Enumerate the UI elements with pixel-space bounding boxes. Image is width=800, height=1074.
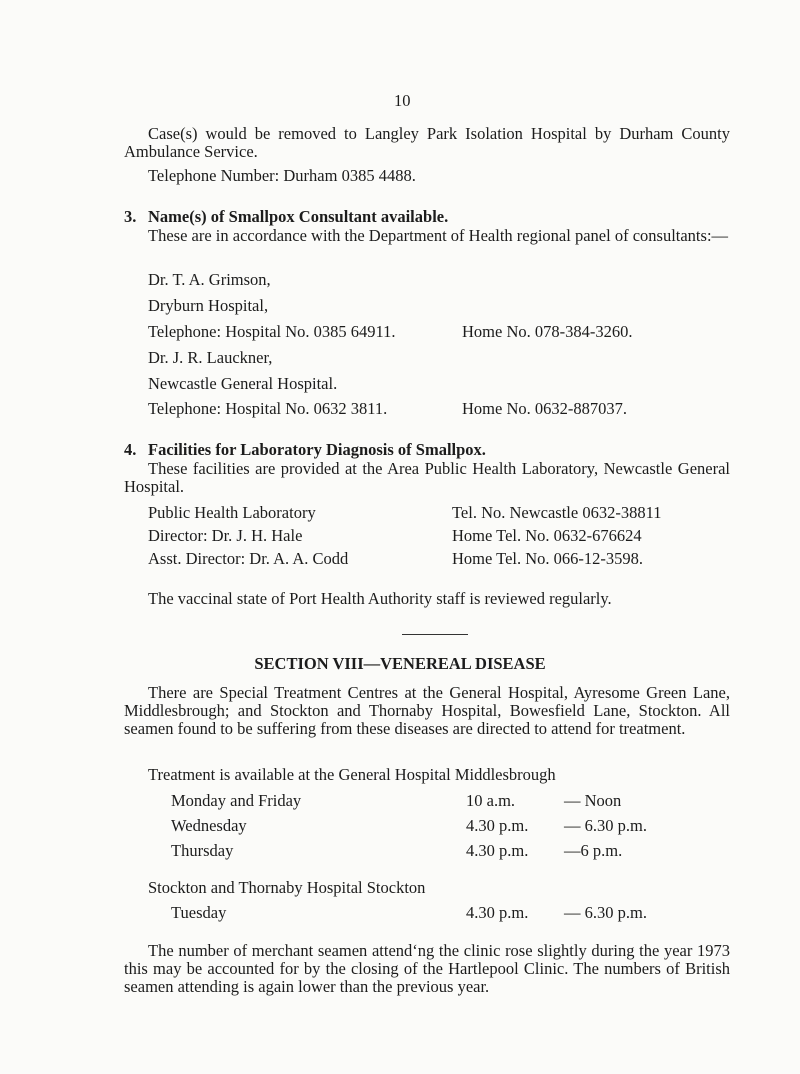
schedule-3-day: Thursday — [171, 841, 234, 860]
treatment-heading: Treatment is available at the General Hospital Middlesbrough — [148, 765, 556, 784]
removal-paragraph — [124, 125, 730, 161]
lab-row-3-right: Home Tel. No. 066-12-3598. — [452, 549, 644, 568]
vaccinal-note: The vaccinal state of Port Health Authority staff is reviewed regularly. — [148, 589, 612, 608]
consultant-1-hospital: Dryburn Hospital, — [148, 296, 269, 315]
schedule-3-from: 4.30 p.m. — [466, 841, 529, 860]
section-4-intro: These facilities are provided at the Area Public Health Laboratory, Newcastle General Hospital. — [124, 459, 730, 496]
stockton-schedule-day: Tuesday — [171, 903, 227, 922]
consultant-1-hospital-tel: Telephone: Hospital No. 0385 64911. — [148, 322, 396, 341]
stockton-schedule-from: 4.30 p.m. — [466, 903, 529, 922]
section-8-title: SECTION VIII—VENEREAL DISEASE — [254, 654, 546, 673]
lab-row-1-left: Public Health Laboratory — [148, 503, 316, 522]
lab-row-1-right: Tel. No. Newcastle 0632-38811 — [452, 503, 662, 522]
closing-paragraph: The number of merchant seamen attend‘ng the clinic rose slightly during the year 1973 this may be accounted for by the closing of the Hartlepool Clinic. The numbers of British seamen attending is again lower than the previous year. — [124, 941, 730, 996]
schedule-1-day: Monday and Friday — [171, 791, 302, 810]
consultant-2-hospital-tel: Telephone: Hospital No. 0632 3811. — [148, 399, 388, 418]
section-3-number: 3. — [124, 207, 137, 226]
lab-row-3-left: Asst. Director: Dr. A. A. Codd — [148, 549, 349, 568]
stockton-heading: Stockton and Thornaby Hospital Stockton — [148, 878, 426, 897]
schedule-2-to: — 6.30 p.m. — [564, 816, 647, 835]
section-3-heading: Name(s) of Smallpox Consultant available. — [148, 207, 449, 226]
schedule-2-day: Wednesday — [171, 816, 247, 835]
lab-row-2-left: Director: Dr. J. H. Hale — [148, 526, 303, 545]
telephone-line: Telephone Number: Durham 0385 4488. — [148, 166, 416, 185]
consultant-2-hospital: Newcastle General Hospital. — [148, 374, 338, 393]
schedule-1-from: 10 a.m. — [466, 791, 516, 810]
schedule-1-to: — Noon — [564, 791, 622, 810]
consultant-2-home-tel: Home No. 0632-887037. — [462, 399, 627, 418]
consultant-1-name: Dr. T. A. Grimson, — [148, 270, 271, 289]
page-number: 10 — [394, 91, 411, 110]
removal-text: Case(s) would be removed to Langley Park Isolation Hospital by Durham County Ambulance Service. — [124, 124, 730, 161]
section-4-number: 4. — [124, 440, 137, 459]
section-8-intro: There are Special Treatment Centres at the General Hospital, Ayresome Green Lane, Middlesbrough; and Stockton and Thornaby Hospital, Bowesfield Lane, Stockton. All seamen found to be suffering from these diseases are directed to attend for treatment. — [124, 683, 730, 738]
consultant-1-home-tel: Home No. 078-384-3260. — [462, 322, 633, 341]
section-3-intro: These are in accordance with the Department of Health regional panel of consultants:— — [148, 226, 729, 245]
section-divider — [402, 634, 468, 635]
stockton-schedule-to: — 6.30 p.m. — [564, 903, 647, 922]
lab-row-2-right: Home Tel. No. 0632-676624 — [452, 526, 642, 545]
schedule-2-from: 4.30 p.m. — [466, 816, 529, 835]
schedule-3-to: —6 p.m. — [564, 841, 623, 860]
consultant-2-name: Dr. J. R. Lauckner, — [148, 348, 273, 367]
section-4-heading: Facilities for Laboratory Diagnosis of Smallpox. — [148, 440, 486, 459]
